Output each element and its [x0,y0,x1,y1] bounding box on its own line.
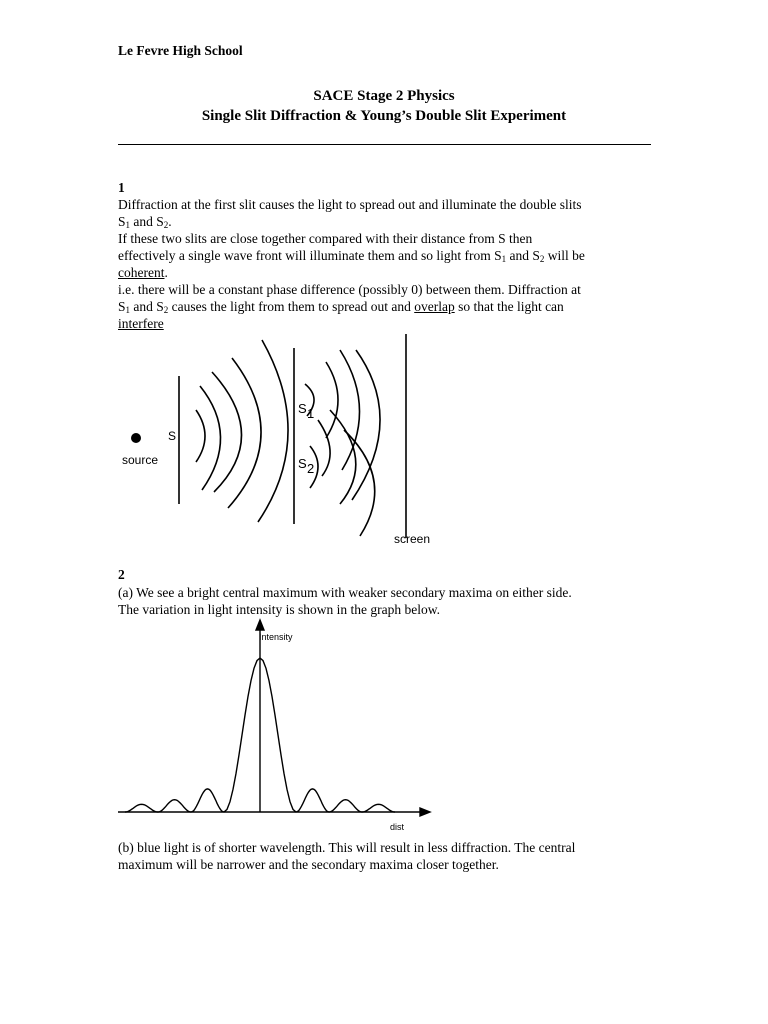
s1-wave-2 [340,350,360,470]
intensity-graph [110,616,450,836]
question-1-number: 1 [118,180,125,195]
label-s: S [168,429,177,443]
term-interfere: interfere [118,316,164,331]
wavefront-1 [196,410,205,462]
s1-wave-1 [326,362,338,438]
x-axis-arrow [420,808,430,816]
label-screen: screen [394,532,431,546]
term-coherent: coherent [118,265,165,280]
label-s1: S [298,401,307,416]
q2a-line-2: The variation in light intensity is shown in the graph below. [118,602,440,617]
x-axis-label: dist [390,822,405,832]
wavefront-2 [200,386,221,490]
source-dot [131,433,141,443]
q1-line-3: If these two slits are close together compared with their distance from S then [118,231,533,246]
wavefront-3 [212,372,242,492]
y-axis-label: Intensity [259,632,293,642]
q1-line-4: effectively a single wave front will illuminate them and so light from $S_1$ and $S_2$ will be [118,248,585,264]
y-axis-arrow [256,620,264,630]
wavefront-5 [258,340,288,522]
q1-line-7: $S_1$ and $S_2$ causes the light from them to spread out and overlap so that the light can [118,299,564,315]
q1-line-2: $S_1$ and $S_2$. [118,214,172,230]
title-course: SACE Stage 2 Physics [313,88,455,104]
label-source: source [122,453,159,467]
label-s1-sub: 1 [307,406,315,421]
wavefront-4 [228,358,261,508]
q2a-line-1: (a) We see a bright central maximum with weaker secondary maxima on either side. [118,585,572,600]
s2-wave-1 [318,420,330,476]
s2-wave-3 [344,430,375,536]
question-2b-text [118,839,658,873]
q2b-line-2: maximum will be narrower and the secondary maxima closer together. [118,857,499,872]
school-name: Le Fevre High School [118,43,243,58]
label-s2-sub: 2 [307,461,315,476]
s1-wave-3 [352,350,380,500]
term-overlap: overlap [414,299,455,314]
q1-line-1: Diffraction at the first slit causes the light to spread out and illuminate the double slits [118,197,582,212]
question-2a-text [118,584,658,618]
q2b-line-1: (b) blue light is of shorter wavelength. This will result in less diffraction. The central [118,840,576,855]
label-s2: S [298,456,307,471]
q1-line-6: i.e. there will be a constant phase difference (possibly 0) between them. Diffraction at [118,282,581,297]
question-2-number: 2 [118,567,125,582]
q1-line-5: coherent. [118,265,168,280]
title-topic: Single Slit Diffraction & Young’s Double Slit Experiment [201,108,567,124]
